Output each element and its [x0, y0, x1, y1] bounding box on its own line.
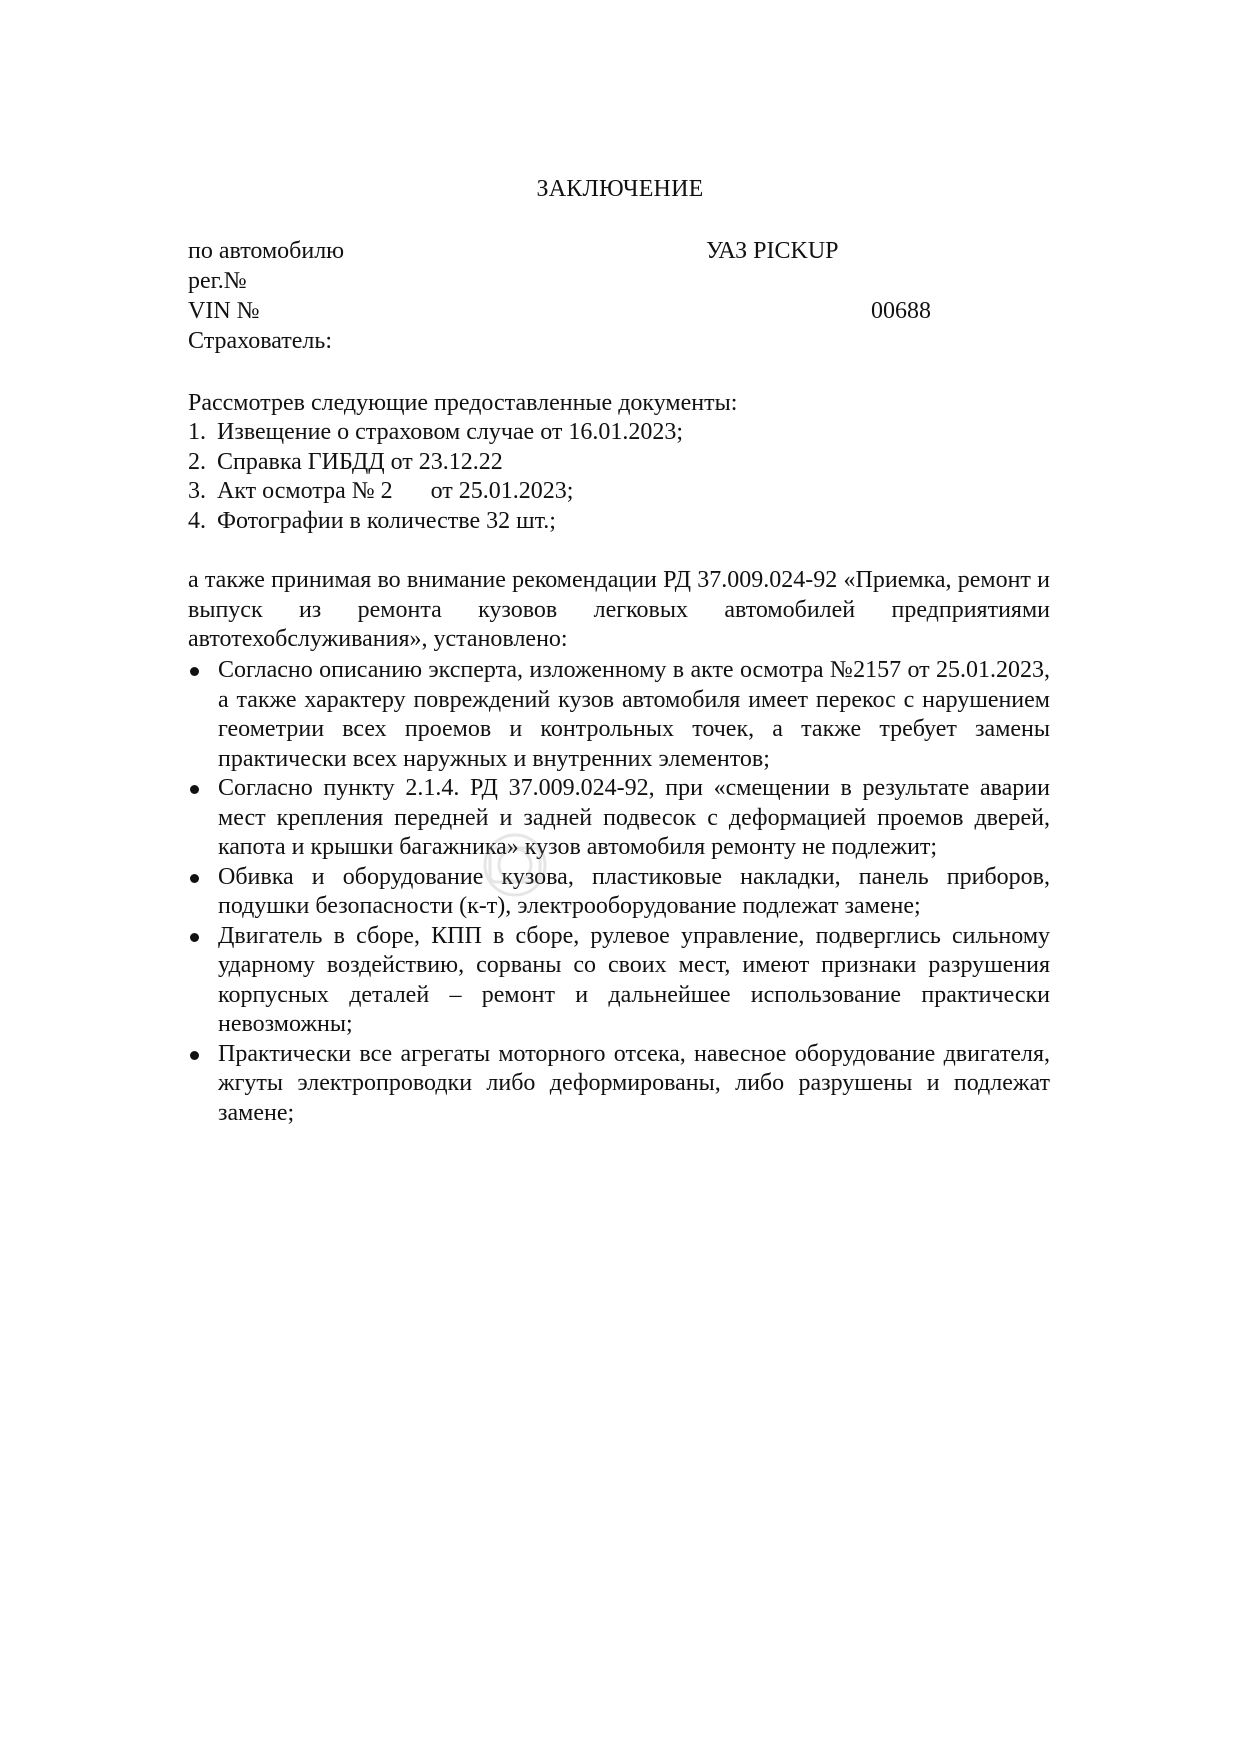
- list-item: [188, 507, 683, 537]
- list-item: [188, 448, 683, 478]
- list-item: [188, 418, 683, 448]
- reg-label: рег.№: [188, 268, 247, 294]
- finding-text: Обивка и оборудование кузова, пластиковые накладки, панель приборов, подушки безопасности (к-т), электрооборудование подлежат замене;: [218, 863, 1050, 919]
- documents-list: [188, 418, 683, 536]
- finding-item: [188, 1040, 1050, 1129]
- redaction-block: [393, 477, 431, 501]
- list-text: Справка ГИБДД от 23.12.22: [217, 448, 503, 475]
- finding-text: Согласно пункту 2.1.4. РД 37.009.024-92, при «смещении в результате аварии мест крепления передней и задней подвесок с деформацией проемов дверей, капота и крышки багажника» кузов автомобиля ремонту не подлежит;: [218, 775, 1050, 860]
- finding-text: Практически все агрегаты моторного отсека, навесное оборудование двигателя, жгуты электропроводки либо деформированы, либо разрушены и подлежат замене;: [218, 1040, 1050, 1126]
- list-item: [188, 477, 683, 507]
- list-text: Фотографии в количестве 32 шт.;: [217, 507, 556, 534]
- car-label: по автомобилю: [188, 238, 345, 264]
- document-title: ЗАКЛЮЧЕНИЕ: [536, 176, 704, 202]
- finding-text: Двигатель в сборе, КПП в сборе, рулевое управление, подверглись сильному ударному воздействию, сорваны со своих мест, имеют признаки разрушения корпусных деталей – ремонт и дальнейшее использование практически невозможны;: [218, 922, 1050, 1037]
- list-text-before: Акт осмотра № 2: [217, 478, 393, 504]
- intro-paragraph: а также принимая во внимание рекомендации РД 37.009.024-92 «Приемка, ремонт и выпуск из ремонта кузовов легковых автомобилей предприятиями автотехобслуживания», установлено:: [188, 567, 1050, 652]
- finding-text: Согласно описанию эксперта, изложенному в акте осмотра №2157 от 25.01.2023, а также характеру повреждений кузов автомобиля имеет перекос с нарушением геометрии всех проемов и контрольных точек, а также требует замены практически всех наружных и внутренних элементов;: [218, 657, 1050, 772]
- finding-item: [188, 922, 1050, 1040]
- bullet-icon: [190, 1051, 199, 1060]
- finding-item: [188, 863, 1050, 922]
- bullet-icon: [190, 933, 199, 942]
- list-number: 2.: [188, 448, 206, 475]
- documents-intro: Рассмотрев следующие предоставленные документы:: [188, 390, 738, 416]
- bullet-icon: [190, 785, 199, 794]
- car-value: УАЗ PICKUP: [706, 238, 839, 264]
- vin-value: 00688: [871, 298, 931, 324]
- list-number: 3.: [188, 478, 206, 504]
- bullet-icon: [190, 874, 199, 883]
- finding-item: [188, 774, 1050, 863]
- list-text-after: от 25.01.2023;: [430, 478, 574, 504]
- vin-label: VIN №: [188, 298, 260, 324]
- findings-list: [188, 656, 1050, 1128]
- list-number: 4.: [188, 507, 206, 534]
- list-number: 1.: [188, 419, 206, 445]
- finding-item: [188, 656, 1050, 774]
- list-text: Извещение о страховом случае от 16.01.2023;: [217, 419, 684, 445]
- bullet-icon: [190, 667, 199, 676]
- insured-label: Страхователь:: [188, 328, 332, 354]
